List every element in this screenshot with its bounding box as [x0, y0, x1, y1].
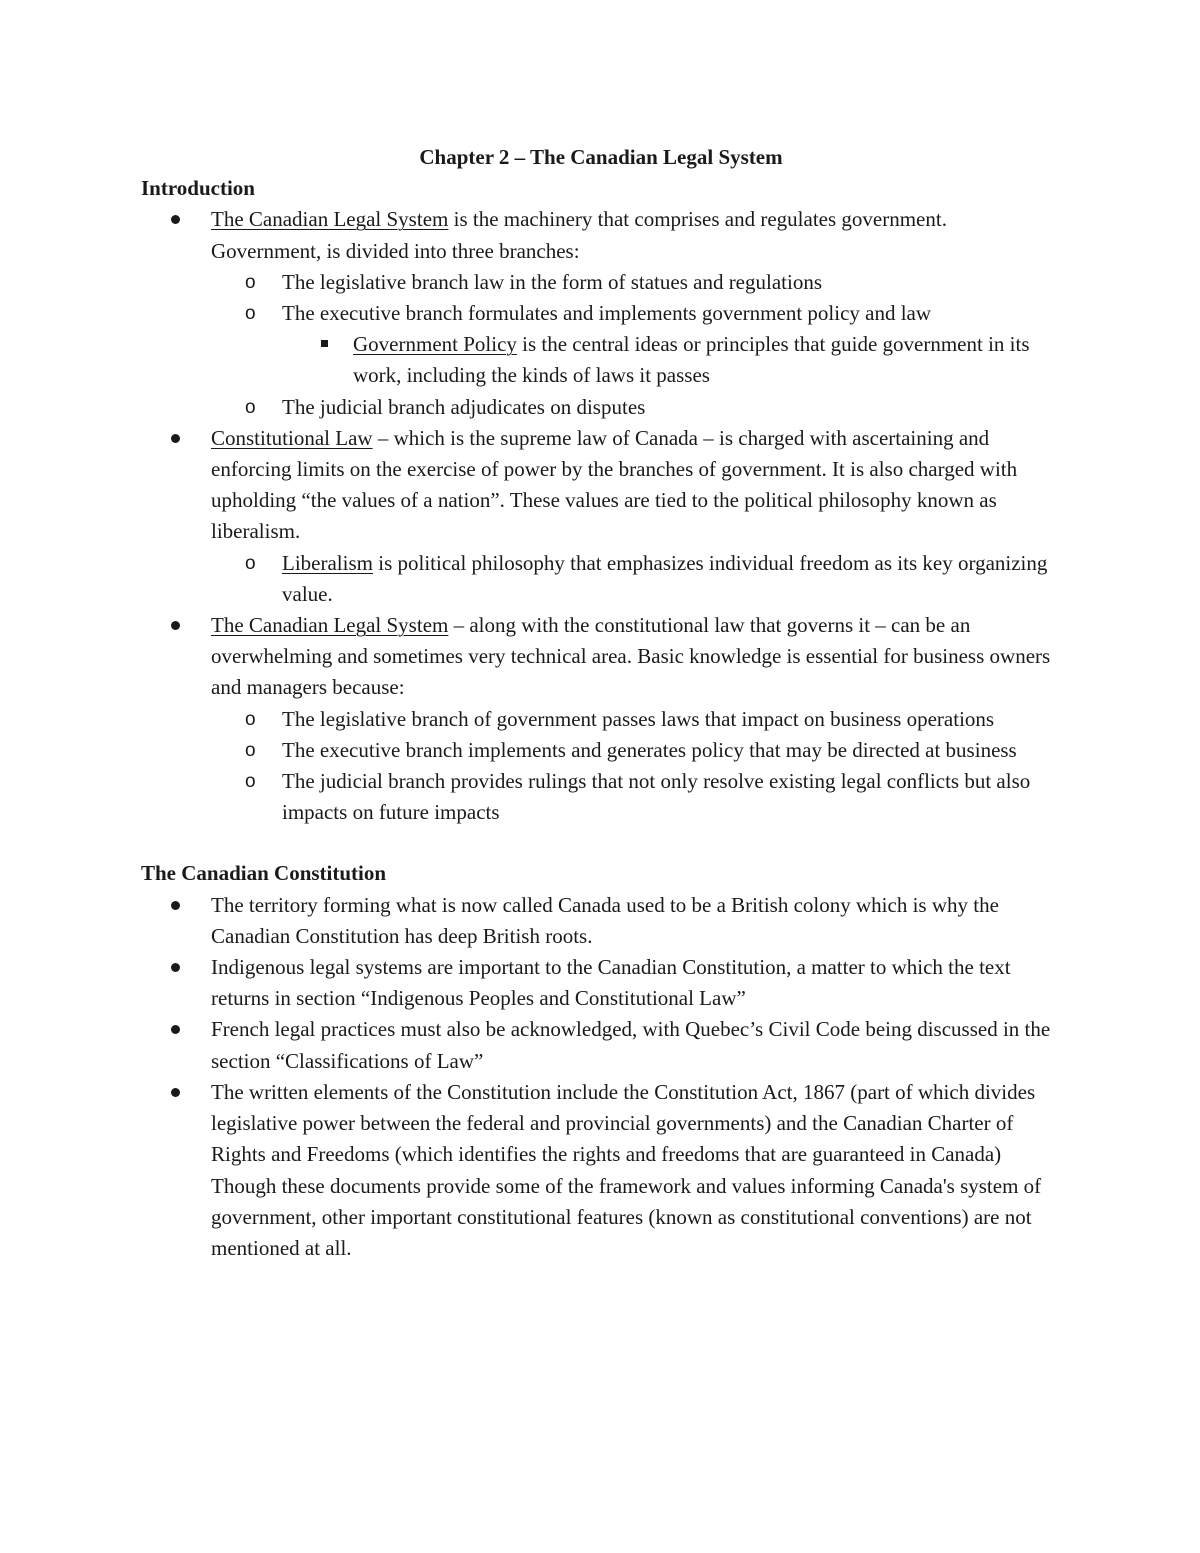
list-item	[141, 610, 1061, 828]
document-body	[141, 141, 1061, 1264]
sub-list-item	[211, 735, 1061, 766]
list-item-text: The written elements of the Constitution include the Constitution Act, 1867 (part of which divides legislative power between the federal and provincial governments) and the Canadian Charter of Rights and Freedoms (which identifies the rights and freedoms that are guaranteed in Canada) Though these documents provide some of the framework and values informing Canada's system of government, other important constitutional features (known as constitutional conventions) are not mentioned at all.	[211, 1079, 1042, 1260]
sub-sub-list	[282, 329, 1061, 391]
sub-list-item-text: The legislative branch law in the form of statues and regulations	[282, 269, 823, 294]
sub-list	[211, 704, 1061, 829]
sub-list	[211, 267, 1061, 423]
sub-sub-list-item	[282, 329, 1061, 391]
term-constitutional-law: Constitutional Law	[211, 425, 373, 450]
list-item	[141, 1014, 1061, 1076]
bullet-icon	[171, 1025, 180, 1034]
list-item-text: French legal practices must also be acknowledged, with Quebec’s Civil Code being discussed in the section “Classifications of Law”	[211, 1017, 1051, 1073]
circle-bullet-icon: o	[245, 739, 256, 761]
circle-bullet-icon: o	[245, 303, 256, 325]
list-item	[141, 423, 1061, 610]
section-heading-canadian-constitution: The Canadian Constitution	[141, 861, 387, 886]
sub-list	[211, 548, 1061, 610]
list-item	[141, 952, 1061, 1014]
sub-list-item-text: The judicial branch adjudicates on disputes	[282, 394, 646, 419]
square-bullet-icon	[321, 340, 328, 347]
sub-list-item-text: The judicial branch provides rulings that not only resolve existing legal conflicts but also impacts on future impacts	[282, 769, 1031, 825]
section-heading-introduction: Introduction	[141, 176, 255, 201]
sub-list-item	[211, 392, 1061, 423]
sub-list-item-text: is political philosophy that emphasizes individual freedom as its key organizing value.	[282, 550, 1048, 606]
intro-list	[141, 204, 1061, 828]
sub-list-item	[211, 298, 1061, 392]
list-item	[141, 204, 1061, 422]
bullet-icon	[171, 434, 180, 443]
circle-bullet-icon: o	[245, 708, 256, 730]
term-canadian-legal-system: The Canadian Legal System	[211, 207, 449, 232]
sub-list-item-text: The legislative branch of government passes laws that impact on business operations	[282, 706, 995, 731]
term-government-policy: Government Policy	[353, 332, 517, 357]
circle-bullet-icon: o	[245, 396, 256, 418]
bullet-icon	[171, 621, 180, 630]
circle-bullet-icon: o	[245, 771, 256, 793]
list-item	[141, 1077, 1061, 1264]
sub-list-item	[211, 766, 1061, 828]
term-canadian-legal-system: The Canadian Legal System	[211, 613, 449, 638]
sub-list-item-text: The executive branch implements and generates policy that may be directed at business	[282, 737, 1017, 762]
list-item-text: – along with the constitutional law that governs it – can be an overwhelming and sometimes very technical area. Basic knowledge is essential for business owners and managers because:	[211, 613, 1051, 700]
bullet-icon	[171, 215, 180, 224]
page-title: Chapter 2 – The Canadian Legal System	[419, 145, 783, 169]
bullet-icon	[171, 901, 180, 910]
bullet-icon	[171, 963, 180, 972]
list-item-text: – which is the supreme law of Canada – is charged with ascertaining and enforcing limits on the exercise of power by the branches of government. It is also charged with upholding “the values of a nation”. These values are tied to the political philosophy known as liberalism.	[211, 425, 1018, 544]
list-item-text: is the machinery that comprises and regulates government. Government, is divided into three branches:	[211, 207, 947, 263]
constitution-list	[141, 890, 1061, 1264]
circle-bullet-icon: o	[245, 552, 256, 574]
sub-list-item	[211, 548, 1061, 610]
list-item	[141, 890, 1061, 952]
sub-sub-list-item-text: is the central ideas or principles that guide government in its work, including the kinds of laws it passes	[353, 332, 1030, 388]
sub-list-item-text: The executive branch formulates and implements government policy and law	[282, 301, 932, 326]
term-liberalism: Liberalism	[282, 550, 373, 575]
circle-bullet-icon: o	[245, 271, 256, 293]
list-item-text: Indigenous legal systems are important to the Canadian Constitution, a matter to which the text returns in section “Indigenous Peoples and Constitutional Law”	[211, 955, 1011, 1011]
sub-list-item	[211, 704, 1061, 735]
bullet-icon	[171, 1088, 180, 1097]
sub-list-item	[211, 267, 1061, 298]
list-item-text: The territory forming what is now called Canada used to be a British colony which is why the Canadian Constitution has deep British roots.	[211, 892, 999, 948]
